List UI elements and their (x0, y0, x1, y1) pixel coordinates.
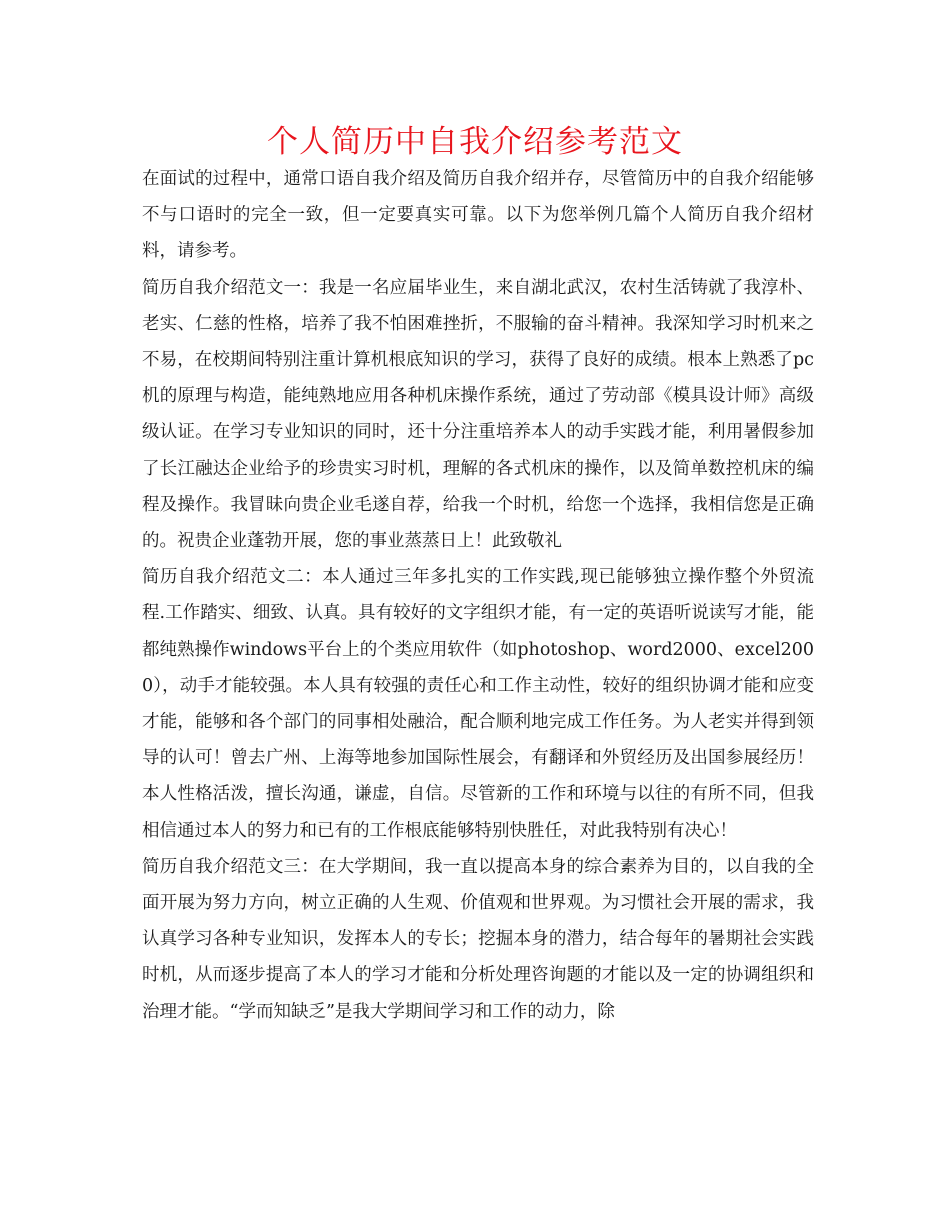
sample-three-paragraph: 简历自我介绍范文三：在大学期间，我一直以提高本身的综合素养为目的，以自我的全面开展为努力方向，树立正确的人生观、价值观和世界观。为习惯社会开展的需求，我认真学习各种专业知识，发挥本人的专长；挖掘本身的潜力，结合每年的暑期社会实践时机，从而逐步提高了本人的学习才能和分析处理咨询题的才能以及一定的协调组织和治理才能。“学而知缺乏”是我大学期间学习和工作的动力，除 (142, 856, 814, 1022)
intro-paragraph: 在面试的过程中，通常口语自我介绍及简历自我介绍并存，尽管简历中的自我介绍能够不与口语时的完全一致，但一定要真实可靠。以下为您举例几篇个人简历自我介绍材料，请参考。 (142, 169, 814, 262)
document-title: 个人简历中自我介绍参考范文 (267, 124, 683, 160)
sample-two-paragraph: 简历自我介绍范文二：本人通过三年多扎实的工作实践,现已能够独立操作整个外贸流程.工作踏实、细致、认真。具有较好的文字组织才能，有一定的英语听说读写才能，能都纯熟操作windows平台上的个类应用软件（如photoshop、word2000、excel2000），动手才能较强。本人具有较强的责任心和工作主动性，较好的组织协调才能和应变才能，能够和各个部门的同事相处融洽，配合顺利地完成工作任务。为人老实并得到领导的认可！曾去广州、上海等地参加国际性展会，有翻译和外贸经历及出国参展经历！本人性格活泼，擅长沟通，谦虚，自信。尽管新的工作和环境与以往的有所不同，但我相信通过本人的努力和已有的工作根底能够特别快胜任，对此我特别有决心！ (142, 567, 814, 841)
document-body (142, 161, 814, 1030)
sample-one-paragraph: 简历自我介绍范文一：我是一名应届毕业生，来自湖北武汉，农村生活铸就了我淳朴、老实、仁慈的性格，培养了我不怕困难挫折，不服输的奋斗精神。我深知学习时机来之不易，在校期间特别注重计算机根底知识的学习，获得了良好的成绩。根本上熟悉了pc机的原理与构造，能纯熟地应用各种机床操作系统，通过了劳动部《模具设计师》高级级认证。在学习专业知识的同时，还十分注重培养本人的动手实践才能，利用暑假参加了长江融达企业给予的珍贵实习时机，理解的各式机床的操作，以及简单数控机床的编程及操作。我冒昧向贵企业毛遂自荐，给我一个时机，给您一个选择，我相信您是正确的。祝贵企业蓬勃开展，您的事业蒸蒸日上！此致敬礼 (142, 277, 814, 552)
